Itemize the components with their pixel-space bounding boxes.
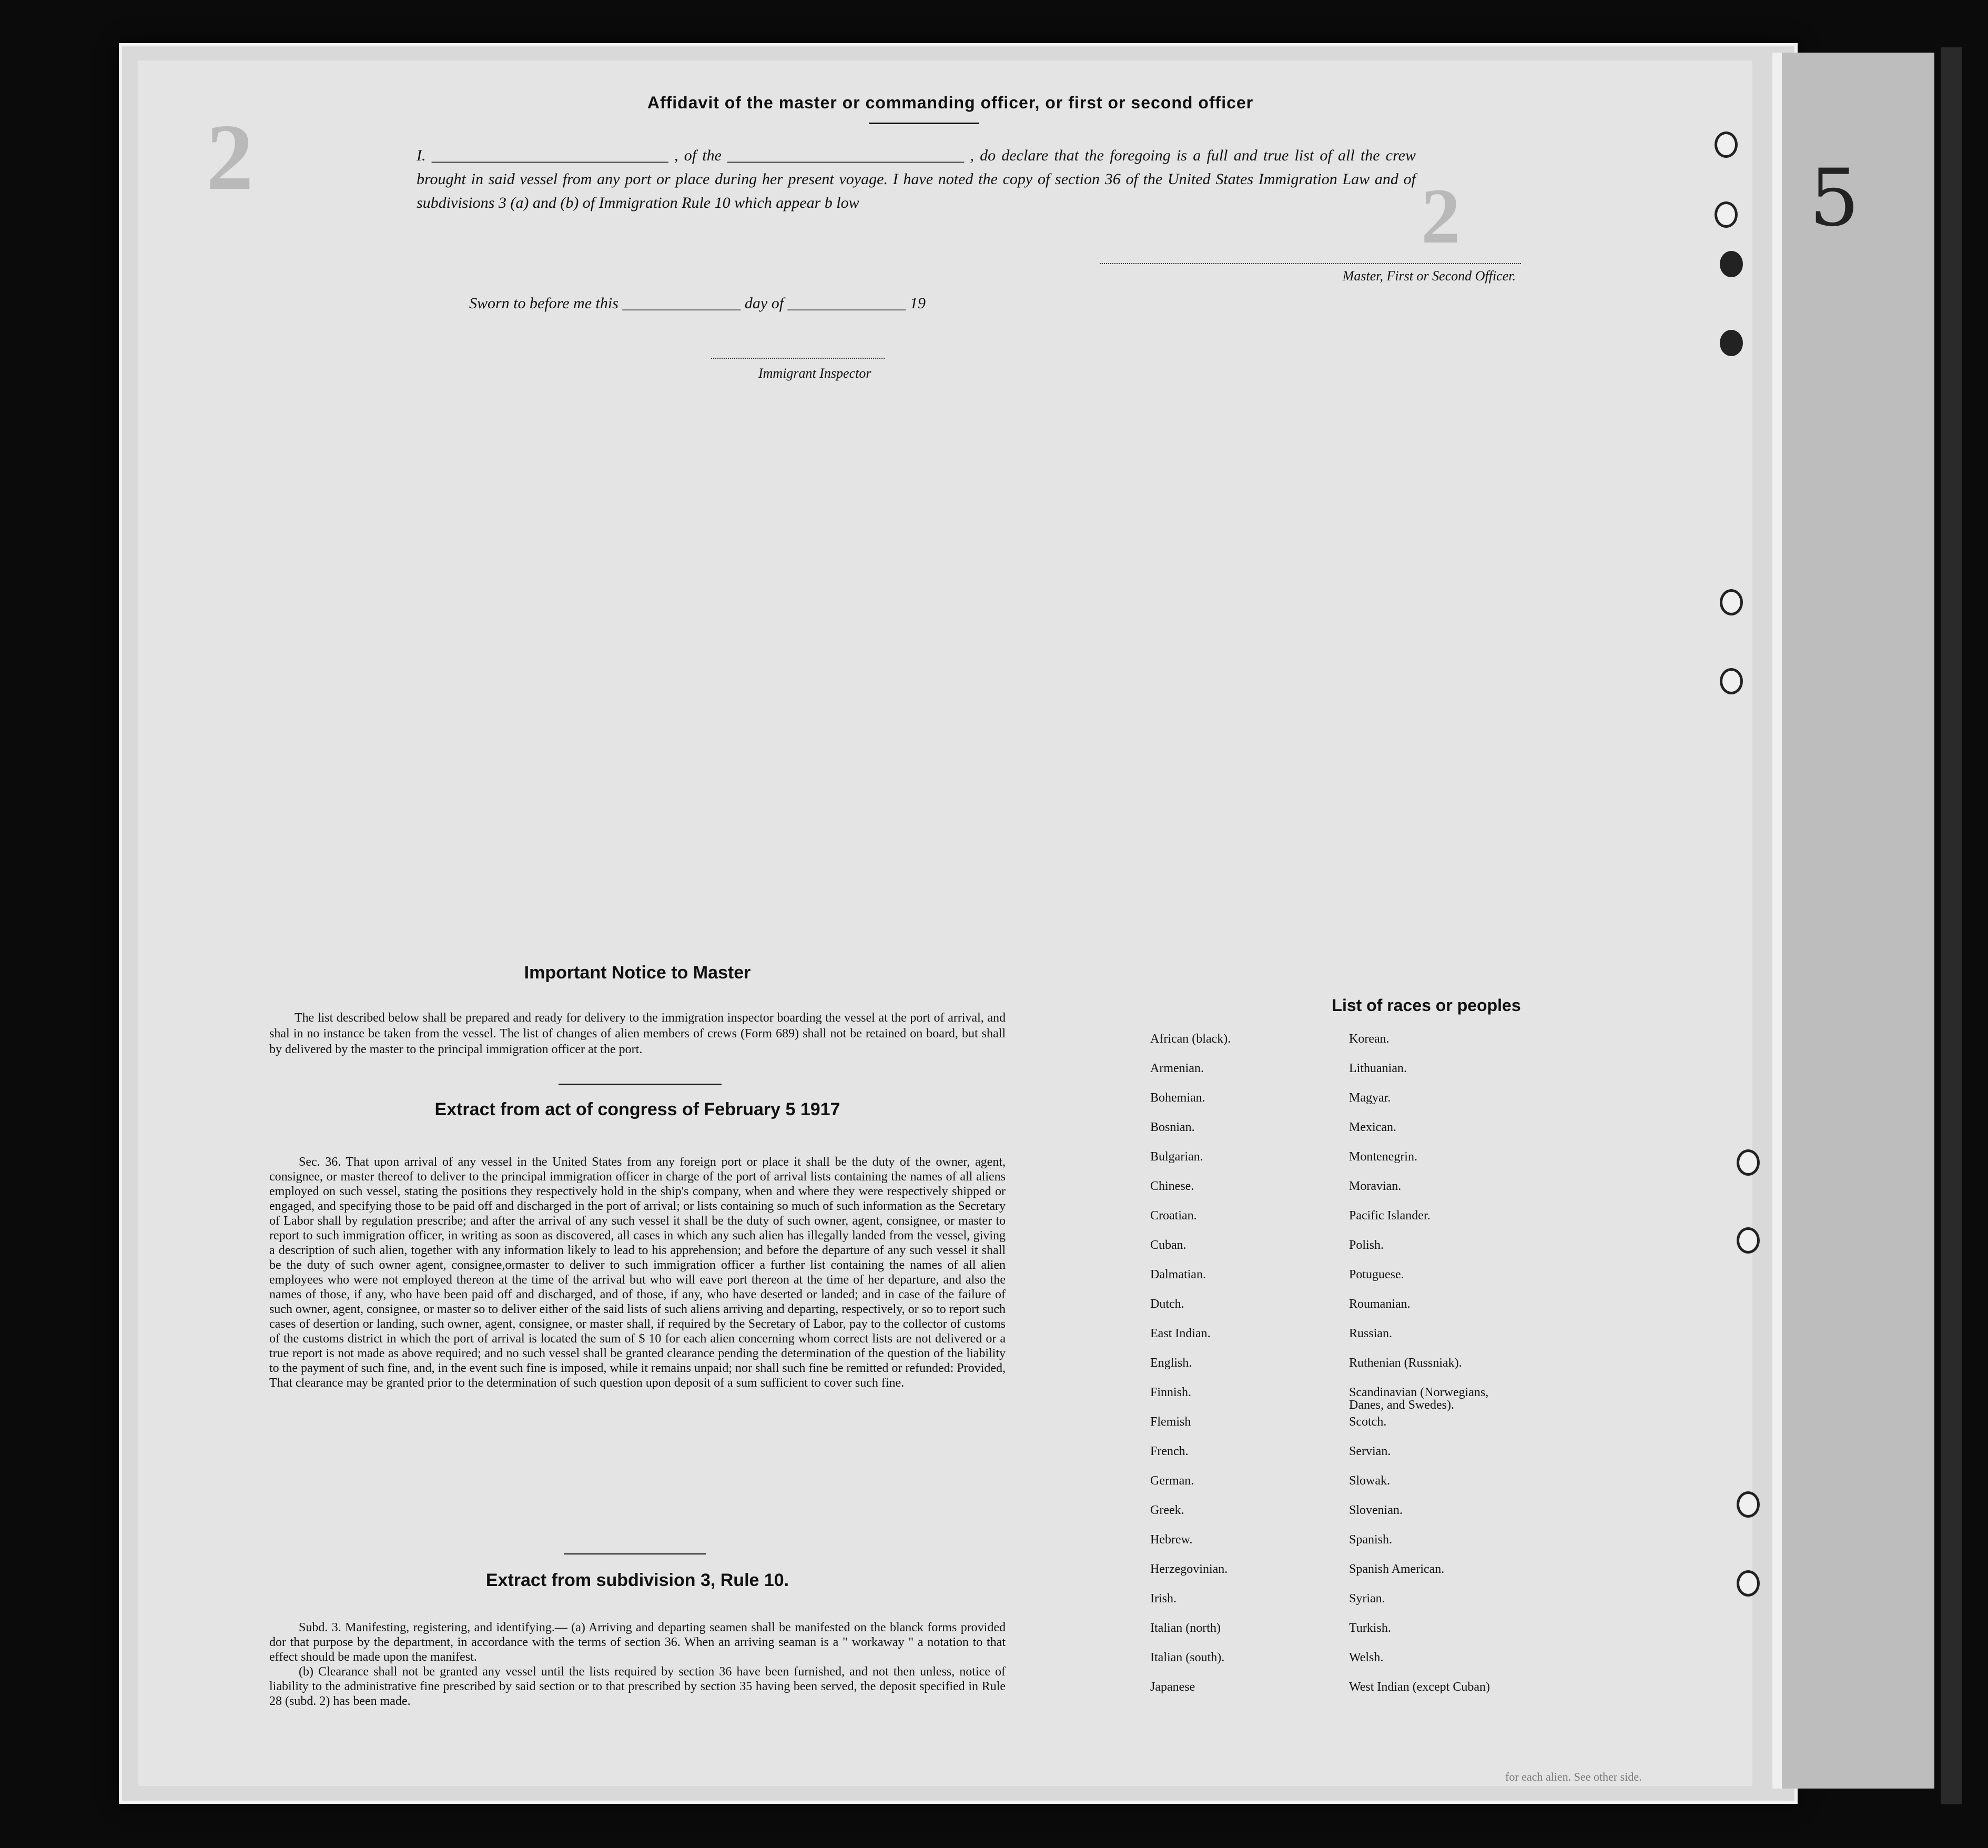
- race-item: Italian (south).: [1150, 1651, 1225, 1664]
- manifest-back-page: [138, 60, 1752, 1786]
- inspector-caption: Immigrant Inspector: [758, 366, 871, 381]
- punch-hole: [1720, 330, 1743, 356]
- race-item: East Indian.: [1150, 1327, 1211, 1340]
- race-item: Herzegovinian.: [1150, 1562, 1228, 1576]
- signature-caption: Master, First or Second Officer.: [1342, 268, 1516, 284]
- notice-body: The list described below shall be prepared and ready for delivery to the immigration inspector boarding the vessel at the port of arrival, and shal in no instance be taken from the vessel. The list of changes of alien members of crews (Form 689) shall not be retained on board, but shall by delivered by the master to the principal immigration officer at the port.: [269, 1011, 1006, 1056]
- punch-hole: [1715, 132, 1738, 158]
- race-item: Spanish American.: [1349, 1562, 1445, 1576]
- race-item: Spanish.: [1349, 1533, 1393, 1547]
- extract-rule-title: Extract from subdivision 3, Rule 10.: [485, 1570, 789, 1590]
- race-item: Chinese.: [1150, 1179, 1194, 1193]
- divider: [564, 1553, 706, 1554]
- race-item: English.: [1150, 1356, 1192, 1370]
- race-item: Syrian.: [1349, 1592, 1385, 1605]
- race-item: Moravian.: [1349, 1179, 1402, 1193]
- race-item: Potuguese.: [1349, 1268, 1404, 1281]
- races-list: [1150, 1033, 1666, 1710]
- race-item: Ruthenian (Russniak).: [1349, 1356, 1462, 1370]
- inspector-signature-line: [711, 358, 885, 359]
- race-item: Dutch.: [1150, 1297, 1184, 1311]
- race-item: Cuban.: [1150, 1238, 1186, 1252]
- race-item: Servian.: [1349, 1445, 1391, 1458]
- underlying-manifest-edge: [1772, 53, 1934, 1789]
- race-item: Scotch.: [1349, 1415, 1387, 1429]
- race-item: Pacific Islander.: [1349, 1209, 1431, 1223]
- sworn-line: Sworn to before me this _______________ day of _______________ 19: [469, 295, 926, 312]
- race-item: Armenian.: [1150, 1062, 1204, 1075]
- subdivision-3-text: [269, 1620, 1006, 1709]
- race-item: Korean.: [1349, 1032, 1389, 1046]
- race-item: Welsh.: [1349, 1651, 1384, 1664]
- race-item: West Indian (except Cuban): [1349, 1680, 1490, 1694]
- divider: [559, 1084, 722, 1085]
- punch-hole: [1737, 1149, 1760, 1176]
- race-item: Russian.: [1349, 1327, 1393, 1340]
- punch-hole: [1715, 201, 1738, 228]
- punch-hole: [1720, 251, 1743, 277]
- subdivision-a: Subd. 3. Manifesting, registering, and identifying.— (a) Arriving and departing seamen shall be manifested on the blanck forms provided dor that purpose by the department, in accordance with the terms of section 36. When an arriving seaman is a " workaway " a notation to that effect should be made upon the manifest.: [269, 1621, 1006, 1664]
- subdivision-b: (b) Clearance shall not be granted any vessel until the lists required by section 36 have been furnished, and not then unless, notice of liability to the administrative fine prescribed by said section or to that prescribed by section 35 having been served, the deposit specified in Rule 28 (subd. 2) has been made.: [269, 1665, 1006, 1708]
- show-through-mark: 2: [206, 105, 253, 209]
- extract-act-title: Extract from act of congress of February 5 1917: [434, 1099, 840, 1119]
- race-item: Bohemian.: [1150, 1091, 1205, 1105]
- race-item: Italian (north): [1150, 1621, 1221, 1635]
- punch-hole: [1737, 1570, 1760, 1597]
- races-title: List of races or peoples: [1332, 996, 1521, 1015]
- race-item: Turkish.: [1349, 1621, 1391, 1635]
- race-item: Bulgarian.: [1150, 1150, 1203, 1164]
- race-item: Japanese: [1150, 1680, 1195, 1694]
- punch-hole: [1720, 668, 1743, 694]
- scan-frame-edge: [1941, 47, 1962, 1804]
- race-item: Mexican.: [1349, 1120, 1396, 1134]
- punch-hole: [1720, 589, 1743, 615]
- title-underline: [869, 123, 979, 124]
- show-through-mark: 2: [1421, 173, 1460, 260]
- race-item: Dalmatian.: [1150, 1268, 1206, 1281]
- race-item: Bosnian.: [1150, 1120, 1195, 1134]
- race-item: Slovenian.: [1349, 1503, 1403, 1517]
- race-item: Magyar.: [1349, 1091, 1391, 1105]
- race-item: Montenegrin.: [1349, 1150, 1417, 1164]
- race-item: Croatian.: [1150, 1209, 1197, 1223]
- affidavit-declaration: I. ______________________________ , of the ______________________________ , do declare that the foregoing is a full and true list of all the crew brought in said vessel from any port or place during her present voyage. I have noted the copy of section 36 of the United States Immigration Law and of subdivisions 3 (a) and (b) of Immigration Rule 10 which appear b low: [417, 147, 1416, 211]
- race-item: Irish.: [1150, 1592, 1176, 1605]
- race-item: Slowak.: [1349, 1474, 1390, 1488]
- race-item: African (black).: [1150, 1032, 1231, 1046]
- section-36-text: Sec. 36. That upon arrival of any vessel in the United States from any foreign port or place it shall be the duty of the owner, agent, consignee, or master thereof to deliver to the principal immigration officer in charge of the port of arrival lists containing the names of all aliens employed on such vessel, stating the positions they respectively hold in the ship's company, when and where they were respectively shipped or engaged, and specifying those to be paid off and discharged in the port of arrival; or lists containing so much of such information as the Secretary of Labor shall by regulation prescribe; and after the arrival of any such vessel it shall be the duty of such owner, agent, consignee, or master to report to such immigration officer, in writing as soon as discovered, all cases in which any such alien has illegally landed from the vessel, giving a description of such alien, together with any information likely to lead to his apprehension; and before the departure of any such vessel it shall be the duty of such owner agent, consignee,ormaster to deliver to such immigration officer a further list containing the names of all alien employees who were not employed thereon at the time of the arrival but who will eave port thereon at the time of her departure, and also the names of those, if any, who have been paid off and discharged, and of those, if any, who have deserted or landed; and in case of the failure of such owner, agent, consignee, or master so to deliver either of the said lists of such aliens arriving and departing, respectively, or so to report such cases of desertion or landing, such owner, agent, consignee, or master shall, if required by the Secretary of Labor, pay to the collector of customs of the customs district in which the port of arrival is located the sum of $ 10 for each alien concerning whom correct lists are not delivered or a true report is not made as above required; and no such vessel shall be granted clearance pending the determination of the question of the liability to the payment of such fine, and, in the event such fine is imposed, while it remains unpaid; nor shall such fine be remitted or refunded: Provided, That clearance may be granted prior to the determination of such question upon deposit of a sum sufficient to cover such fine.: [269, 1155, 1006, 1390]
- race-item: Lithuanian.: [1349, 1062, 1407, 1075]
- show-through-footer: for each alien. See other side.: [1505, 1770, 1642, 1783]
- race-item: Polish.: [1349, 1238, 1384, 1252]
- affidavit-title: Affidavit of the master or commanding officer, or first or second officer: [647, 93, 1254, 112]
- race-item: Greek.: [1150, 1503, 1184, 1517]
- signature-line: [1100, 263, 1521, 264]
- race-item: Finnish.: [1150, 1386, 1192, 1399]
- punch-hole: [1737, 1491, 1760, 1518]
- race-item: Hebrew.: [1150, 1533, 1193, 1547]
- notice-title: Important Notice to Master: [524, 963, 751, 983]
- race-item: Roumanian.: [1349, 1297, 1411, 1311]
- race-item: Scandinavian (Norwegians, Danes, and Swedes).: [1349, 1386, 1489, 1412]
- race-item: French.: [1150, 1445, 1189, 1458]
- race-item: Flemish: [1150, 1415, 1191, 1429]
- punch-hole: [1737, 1227, 1760, 1254]
- race-item: German.: [1150, 1474, 1194, 1488]
- handwritten-number: 5: [1809, 153, 1860, 244]
